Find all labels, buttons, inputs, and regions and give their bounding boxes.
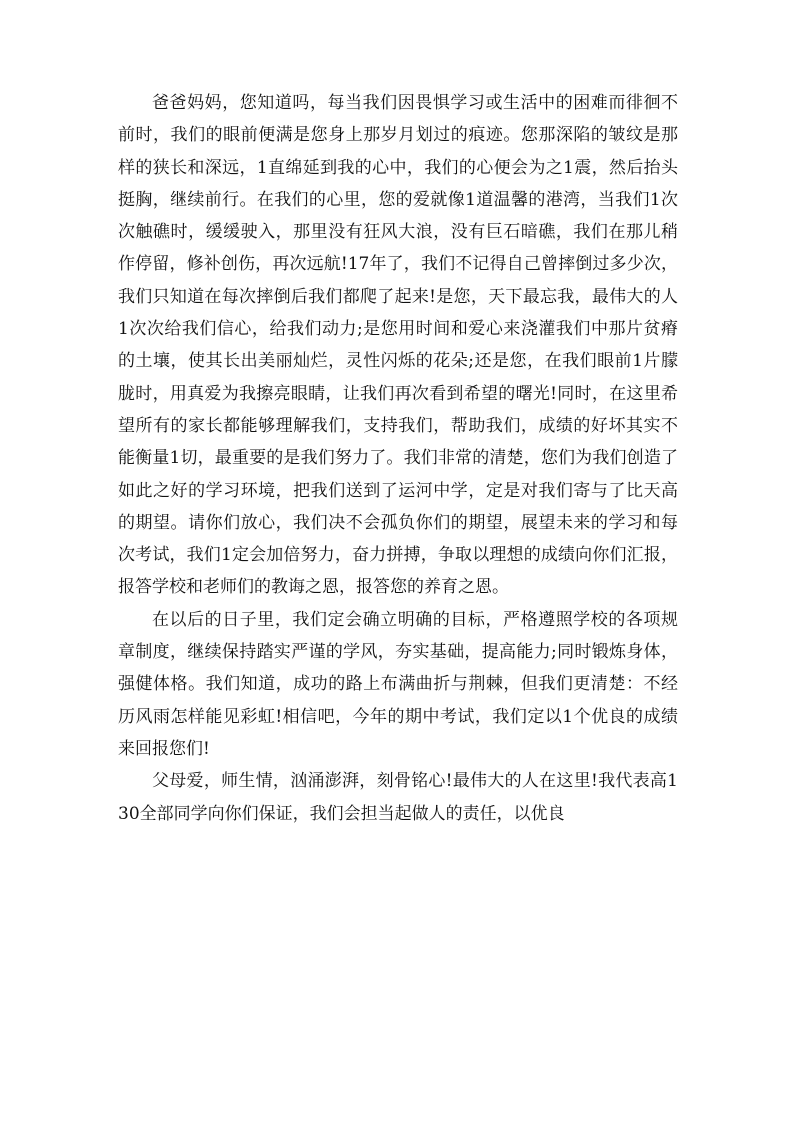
paragraph-pledge: 父母爱，师生情，汹涌澎湃，刻骨铭心!最伟大的人在这里!我代表高130全部同学向你们保证，我们会担当起做人的责任，以优良 <box>118 771 678 824</box>
paragraph-future-goals: 在以后的日子里，我们定会确立明确的目标，严格遵照学校的各项规章制度，继续保持踏实严谨的学风，夯实基础，提高能力;同时锻炼身体，强健体格。我们知道，成功的路上布满曲折与荆棘，但我们更清楚：不经历风雨怎样能见彩虹!相信吧，今年的期中考试，我们定以1个优良的成绩来回报您们! <box>118 609 678 759</box>
paragraph-gratitude-to-parents: 爸爸妈妈，您知道吗，每当我们因畏惧学习或生活中的困难而徘徊不前时，我们的眼前便满是您身上那岁月划过的痕迹。您那深陷的皱纹是那样的狭长和深远，1直绵延到我的心中，我们的心便会为之1震，然后抬头挺胸，继续前行。在我们的心里，您的爱就像1道温馨的港湾，当我们1次次触礁时，缓缓驶入，那里没有狂风大浪，没有巨石暗礁，我们在那儿稍作停留，修补创伤，再次远航!17年了，我们不记得自己曾摔倒过多少次，我们只知道在每次摔倒后我们都爬了起来!是您，天下最忘我，最伟大的人1次次给我们信心，给我们动力;是您用时间和爱心来浇灌我们中那片贫瘠的土壤，使其长出美丽灿烂，灵性闪烁的花朵;还是您，在我们眼前1片朦胧时，用真爱为我擦亮眼睛，让我们再次看到希望的曙光!同时，在这里希望所有的家长都能够理解我们，支持我们，帮助我们，成绩的好坏其实不能衡量1切，最重要的是我们努力了。我们非常的清楚，您们为我们创造了如此之好的学习环境，把我们送到了运河中学，定是对我们寄与了比天高的期望。请你们放心，我们决不会孤负你们的期望，展望未来的学习和每次考试，我们1定会加倍努力，奋力拼搏，争取以理想的成绩向你们汇报，报答学校和老师们的教诲之恩，报答您的养育之恩。 <box>118 93 678 598</box>
document-body <box>118 87 678 830</box>
